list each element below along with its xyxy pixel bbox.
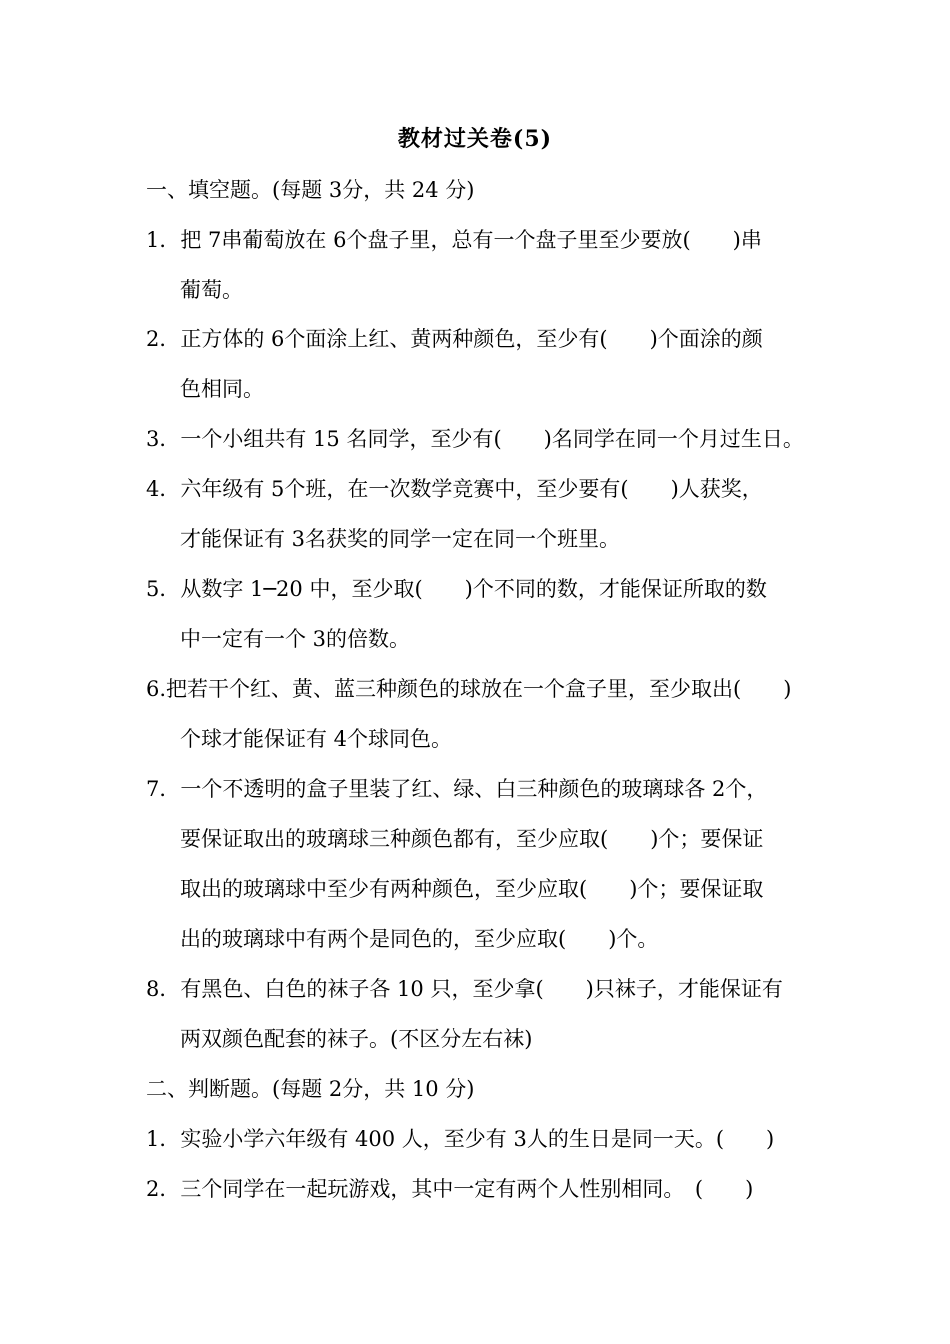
question-number: 4． bbox=[146, 477, 181, 501]
question-4-continued: 才能保证有 3名获奖的同学一定在同一个班里。 bbox=[180, 527, 621, 551]
question-text: 一个小组共有 15 名同学，至少有( )名同学在同一个月过生日。 bbox=[180, 427, 804, 451]
question-number: 1． bbox=[146, 1127, 181, 1151]
question-5-continued: 中一定有一个 3的倍数。 bbox=[180, 627, 411, 651]
question-number: 6. bbox=[146, 677, 167, 701]
question-number: 7． bbox=[146, 777, 181, 801]
question-text: 把 7串葡萄放在 6个盘子里，总有一个盘子里至少要放( )串 bbox=[180, 228, 762, 252]
question-number: 2． bbox=[146, 1177, 181, 1201]
question-7-continued: 要保证取出的玻璃球三种颜色都有，至少应取( )个；要保证 bbox=[180, 827, 764, 851]
question-text: 三个同学在一起玩游戏，其中一定有两个人性别相同。 ( ) bbox=[180, 1177, 754, 1201]
question-text: 正方体的 6个面涂上红、黄两种颜色，至少有( )个面涂的颜 bbox=[180, 327, 763, 351]
question-text: 从数字 1─20 中，至少取( )个不同的数，才能保证所取的数 bbox=[180, 577, 767, 601]
question-number: 8． bbox=[146, 977, 181, 1001]
question-text: 一个不透明的盒子里装了红、绿、白三种颜色的玻璃球各 2个， bbox=[180, 777, 768, 801]
question-1 bbox=[146, 225, 762, 255]
judge-question-1 bbox=[146, 1124, 774, 1154]
question-number: 5． bbox=[146, 577, 181, 601]
question-5 bbox=[146, 574, 767, 604]
judge-question-2 bbox=[146, 1174, 753, 1204]
question-7-continued: 出的玻璃球中有两个是同色的，至少应取( )个。 bbox=[180, 927, 659, 951]
section-2-heading: 二、判断题。(每题 2分，共 10 分) bbox=[146, 1077, 475, 1101]
question-1-continued: 葡萄。 bbox=[180, 278, 243, 302]
question-7-continued: 取出的玻璃球中至少有两种颜色，至少应取( )个；要保证取 bbox=[180, 877, 764, 901]
question-text: 把若干个红、黄、蓝三种颜色的球放在一个盒子里，至少取出( ) bbox=[166, 677, 792, 701]
page-title: 教材过关卷(5) bbox=[397, 126, 553, 152]
question-2 bbox=[146, 324, 763, 354]
question-8-continued: 两双颜色配套的袜子。(不区分左右袜) bbox=[180, 1027, 533, 1051]
question-number: 1． bbox=[146, 228, 181, 252]
question-number: 2． bbox=[146, 327, 181, 351]
question-6 bbox=[146, 674, 791, 704]
question-3 bbox=[146, 424, 804, 454]
section-1-heading: 一、填空题。(每题 3分，共 24 分) bbox=[146, 178, 475, 202]
question-4 bbox=[146, 474, 763, 504]
question-text: 有黑色、白色的袜子各 10 只，至少拿( )只袜子，才能保证有 bbox=[180, 977, 783, 1001]
question-2-continued: 色相同。 bbox=[180, 377, 264, 401]
question-6-continued: 个球才能保证有 4个球同色。 bbox=[180, 727, 453, 751]
question-number: 3． bbox=[146, 427, 181, 451]
question-7 bbox=[146, 774, 767, 804]
question-text: 实验小学六年级有 400 人，至少有 3人的生日是同一天。( ) bbox=[180, 1127, 775, 1151]
question-8 bbox=[146, 974, 783, 1004]
question-text: 六年级有 5个班，在一次数学竞赛中，至少要有( )人获奖， bbox=[180, 477, 763, 501]
